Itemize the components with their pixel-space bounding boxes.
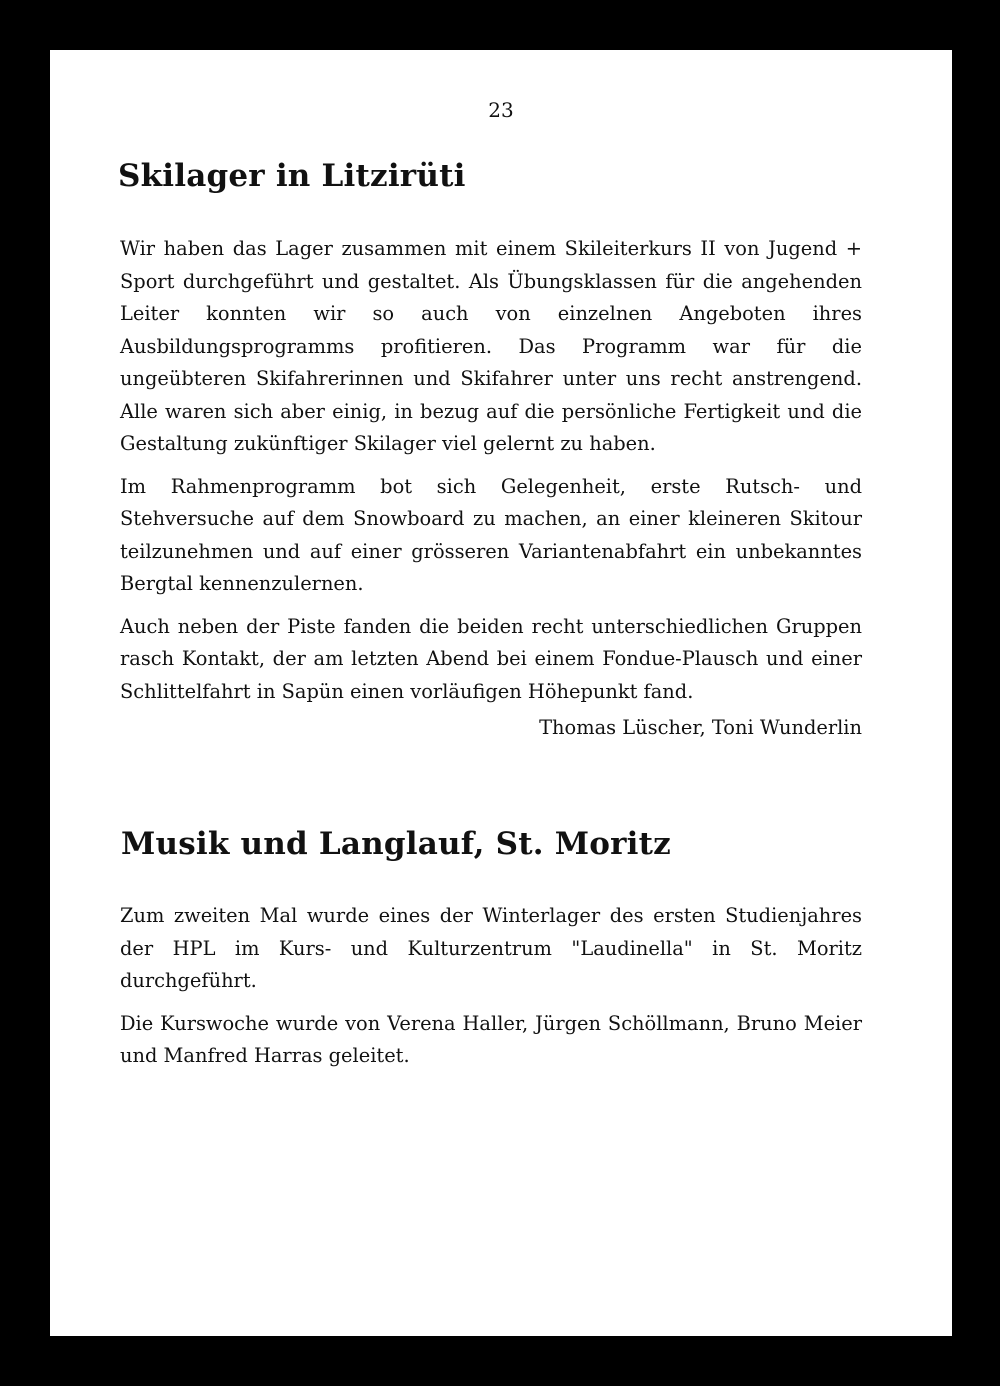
section-body-musik	[120, 900, 862, 1073]
author-signature: Thomas Lüscher, Toni Wunderlin	[539, 716, 862, 739]
paragraph: Im Rahmenprogramm bot sich Gelegenheit, erste Rutsch- und Stehversuche auf dem Snowboard zu machen, an einer kleineren Skitour teilzunehmen und auf einer grösseren Variantenabfahrt ein unbekanntes Bergtal kennenzulernen.	[120, 474, 862, 595]
paragraph: Die Kurswoche wurde von Verena Haller, Jürgen Schöllmann, Bruno Meier und Manfred Harras geleitet.	[120, 1011, 862, 1067]
section-heading-musik: Musik und Langlauf, St. Moritz	[121, 826, 671, 862]
document-page	[50, 50, 952, 1336]
paragraph: Wir haben das Lager zusammen mit einem Skileiterkurs II von Jugend + Sport durchgeführt und gestaltet. Als Übungsklassen für die angehenden Leiter konnten wir so auch von einzelnen Angeboten ihres Ausbildungsprogramms profitieren. Das Programm war für die ungeübteren Skifahrerinnen und Skifahrer unter uns recht anstrengend. Alle waren sich aber einig, in bezug auf die persönliche Fertigkeit und die Gestaltung zukünftiger Skilager viel gelernt zu haben.	[120, 237, 862, 455]
paragraph: Auch neben der Piste fanden die beiden recht unterschiedlichen Gruppen rasch Kontakt, der am letzten Abend bei einem Fondue-Plausch und einer Schlittelfahrt in Sapün einen vorläufigen Höhepunkt fand.	[120, 614, 862, 703]
section-heading-skilager: Skilager in Litzirüti	[118, 158, 466, 194]
section-body-skilager	[120, 233, 862, 745]
page-number: 23	[488, 98, 514, 122]
paragraph: Zum zweiten Mal wurde eines der Winterlager des ersten Studienjahres der HPL im Kurs- und Kulturzentrum "Laudinella" in St. Moritz durchgeführt.	[120, 904, 862, 992]
